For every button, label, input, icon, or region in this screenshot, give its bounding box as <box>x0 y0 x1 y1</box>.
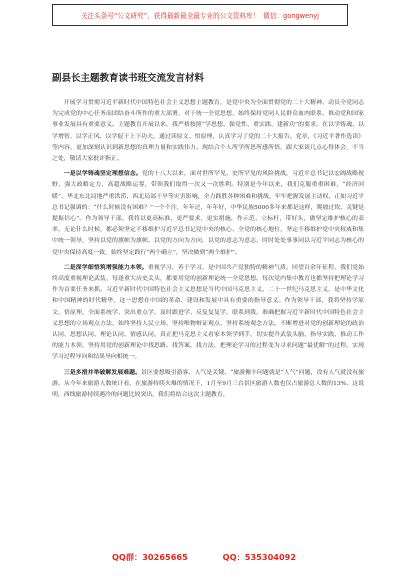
qq-contact-label: QQ：535304092 <box>222 552 297 562</box>
paragraph-text: 重视学习，善于学习，是中国共产党独特的精神气质。回望百余年征程，我们党始终高度重视理论武装，每逢重大历史关头，都要用党的创新理论统一全党思想。每次党内集中教育也都坚持把理论学习作为首要任务来抓。习近平新时代中国特色社会主义思想是当代中国马克思主义、二十一世纪马克思主义，是中华文化和中国精神的时代精华，这一思想在中国的革命、建设和发展中具有重要的指导意义。作为领导干部，我将坚持学原文、悟原理，全面系统学、突出重点学、及时跟进学、反复复复学、联系到我，准确把握习近平新时代中国特色社会主义思想的立场观点方法，始终坚持人民立场、坚持唯物辩证观点、坚持系统观念方法，不断增进对党的创新理论的政治认同、思想认同、理论认同、情感认同，真正把马克思主义看家本领学到手，切实提升武装头脑、指导实践、推动工作的能力本领，坚持用党的创新理论中找思路、找答案、找方法，把理论学习的过程变为寻求问题“最优解”的过程，实现学习过程导向和结果导向相统一。 <box>52 264 365 361</box>
paragraph-text: 景区要想吸引游客，人气是关键，“旅游搬丰问题就是“人气”问题，没有人气就没有旅游。从今年来旅游人数统计看，在旅游持续火爆的情况下，1月至9月三台景区旅游人数也仅占旅游总人数的13%，这说明，西线旅游持续遇冷的问题比较突出，我们将结合这次主题教育， <box>52 369 365 399</box>
paragraph-1 <box>52 169 364 259</box>
paragraph-2 <box>52 263 364 364</box>
qq-group-label: QQ群：30265665 <box>111 552 188 562</box>
contact-footer <box>0 552 408 563</box>
promo-banner <box>52 4 348 26</box>
paragraph-heading: 一是以学铸魂坚定理想信念。 <box>63 171 142 178</box>
paragraph-3 <box>52 368 364 402</box>
document-title: 副县长主题教育读书班交流发言材料 <box>52 73 205 84</box>
paragraph-heading: 二是深学细悟筑增强能力本领。 <box>63 264 148 271</box>
paragraph-text: 开展学习贯彻习近平新时代中国特色社会主义思想主题教育，是党中央为全面贯彻党的二十大精神、动员全党同志为完成党的中心任务而团结奋斗所作的重大部署，对于统一全党思想，始终保持党同人民群众血肉联系、推动党和国家事业发展具有重要意义。主题教育开展以来，我严格按照“学思想、强党性、重实践、建新功”的要求，在以学铸魂、以学增智、以学正风、以学促干上下功夫，通过读原文、悟原理，认真学习了党的二十大报告、党章、《习近平著作选读》等内容，更加深刻认识到新思想的真理力量和实践伟力。现结合个人所学所思所感所悟，跟大家谈几点心得体会，不当之处，敬请大家批评指正。 <box>52 100 364 163</box>
paragraph-heading: 三是多措并举破解发展难题。 <box>63 369 142 376</box>
document-body <box>52 98 364 405</box>
wechat-id: 微信：gongwenyj <box>263 12 319 20</box>
promo-text: 关注头条号“公文研究”，获得最新最全最专业的公文资料库！ <box>80 12 260 20</box>
paragraph-text: 党的十八大以来，面对世所罕见、史所罕见的风险挑战，习近平总书记以宏阔战略视野、强大政略定力、高超战略运筹，带领我们取得一次又一次胜利。特别是今年以来，我们克服重重困难，“经济回暖”、华北东北局地严重洪涝、西北局部干旱等灾害影响，全力践胜各种困难和挑战，牢牢把握发展主动权，正如习近平总书记强调的：“什么时候没有困难？”一个个注，年年过，年年好，中华民族5000多年来都是这样，爬坡过坎，关键是提振信心”。作为领导干部，我将以更高标准、更严要求、更实措施，作示范、立标杆，带好头，做坚定维护核心的表率，无论什么时候，都必须坚定不移维护习近平总书记党中央的核心、全党的核心地位，坚定不移维护党中央权威和集中统一领导，坚持以党的旗帜为旗帜、以党的方向为方向，以党的意志为意志，时时处处事事同以习近平同志为核心的党中央保持高度一致，始终坚定践行“两个确立”，坚决做到“两个维护”。 <box>52 171 365 256</box>
paragraph-intro <box>52 98 364 165</box>
